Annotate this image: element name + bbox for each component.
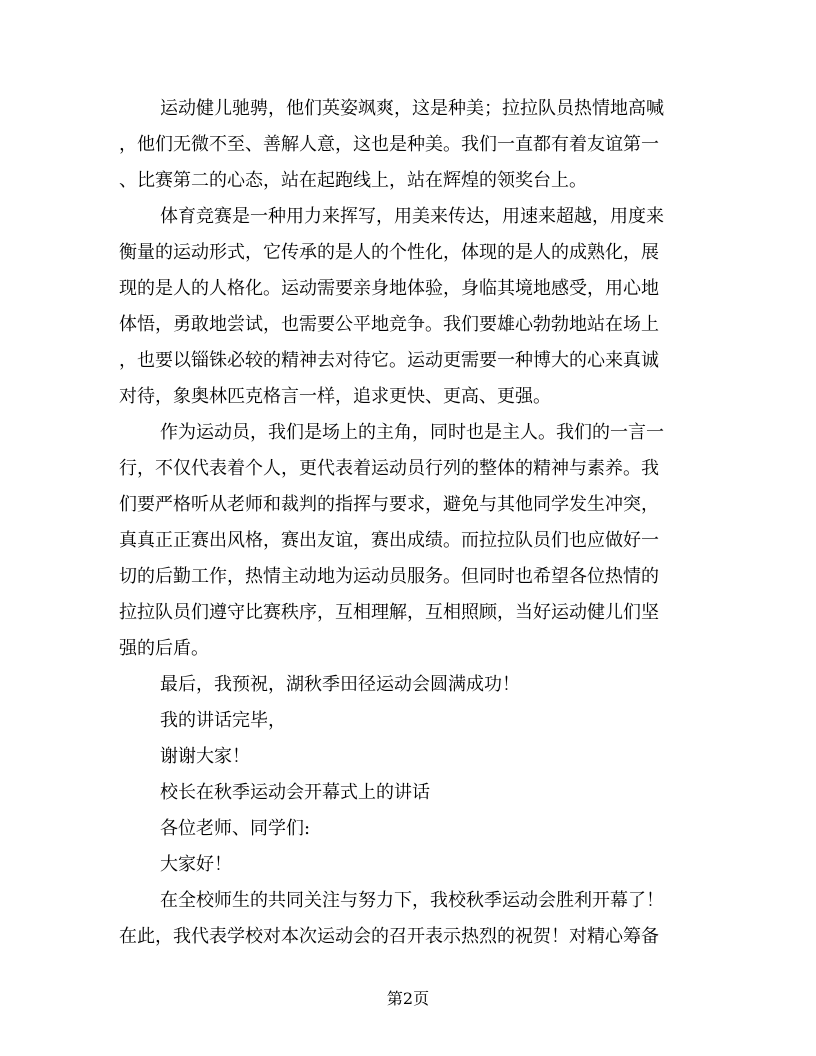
- paragraph-line: 们要严格听从老师和裁判的指挥与要求，避免与其他同学发生冲突，: [119, 494, 659, 515]
- greeting-line: 大家好！: [160, 854, 232, 875]
- paragraph-line: 在全校师生的共同关注与努力下，我校秋季运动会胜利开幕了！: [160, 890, 664, 911]
- paragraph-line: 行，不仅代表着个人，更代表着运动员行列的整体的精神与素养。我: [119, 458, 659, 479]
- paragraph-line: 衡量的运动形式，它传承的是人的个性化，体现的是人的成熟化，展: [119, 242, 659, 263]
- salutation-line: 各位老师、同学们:: [160, 818, 311, 839]
- paragraph-line: 切的后勤工作，热情主动地为运动员服务。但同时也希望各位热情的: [119, 566, 659, 587]
- paragraph-line: 运动健儿驰骋，他们英姿飒爽，这是种美；拉拉队员热情地高喊: [160, 98, 664, 119]
- paragraph-line: 拉拉队员们遵守比赛秩序，互相理解，互相照顾，当好运动健儿们坚: [119, 602, 659, 623]
- paragraph-line: 在此，我代表学校对本次运动会的召开表示热烈的祝贺！对精心筹备: [119, 926, 659, 947]
- paragraph-line: 体悟，勇敢地尝试，也需要公平地竞争。我们要雄心勃勃地站在场上: [119, 314, 659, 335]
- paragraph-line: 、比赛第二的心态，站在起跑线上，站在辉煌的领奖台上。: [119, 170, 587, 191]
- section-title: 校长在秋季运动会开幕式上的讲话: [160, 782, 430, 803]
- paragraph-line: ，也要以锱铢必较的精神去对待它。运动更需要一种博大的心来真诚: [119, 350, 659, 371]
- paragraph-line: 对待，象奥林匹克格言一样，追求更快、更高、更强。: [119, 386, 551, 407]
- paragraph-line: 强的后盾。: [119, 638, 209, 659]
- paragraph-line: 真真正正赛出风格，赛出友谊，赛出成绩。而拉拉队员们也应做好一: [119, 530, 659, 551]
- paragraph-line: 最后，我预祝，湖秋季田径运动会圆满成功！: [160, 674, 520, 695]
- page-number: 第2页: [386, 989, 430, 1008]
- paragraph-line: 现的是人的人格化。运动需要亲身地体验，身临其境地感受，用心地: [119, 278, 659, 299]
- paragraph-line: ，他们无微不至、善解人意，这也是种美。我们一直都有着友谊第一: [119, 134, 659, 155]
- paragraph-line: 作为运动员，我们是场上的主角，同时也是主人。我们的一言一: [160, 422, 664, 443]
- paragraph-line: 谢谢大家！: [160, 746, 250, 767]
- paragraph-line: 我的讲话完毕，: [160, 710, 286, 731]
- paragraph-line: 体育竞赛是一种用力来挥写，用美来传达，用速来超越，用度来: [160, 206, 664, 227]
